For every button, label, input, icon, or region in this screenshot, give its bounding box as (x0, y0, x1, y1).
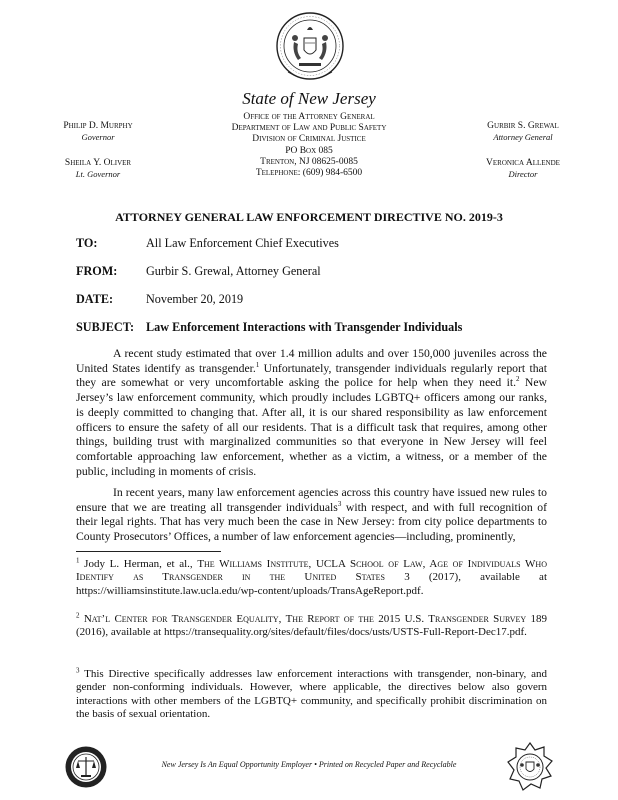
criminal-justice-badge-icon (507, 742, 553, 792)
subject-label: SUBJECT: (76, 320, 135, 334)
footnote-ref-2: 2 (516, 375, 520, 384)
lt-governor-role: Lt. Governor (75, 169, 121, 179)
attorney-general-seal-icon (64, 745, 108, 789)
footnote-3 (76, 668, 547, 722)
office-line: PO Box 085 (285, 145, 333, 156)
governor-block (38, 121, 158, 180)
office-line: Telephone: (609) 984-6500 (255, 168, 363, 179)
to-value: All Law Enforcement Chief Executives (146, 236, 339, 250)
lt-governor-name: Sheila Y. Oliver (64, 158, 132, 168)
director-name: Veronica Allende (486, 158, 560, 168)
footnote-source-title: Nat’l Center for Transgender Equality, The Report of the 2015 U.S. Transgender Survey (79, 613, 527, 625)
footnote-number: 1 (76, 556, 80, 565)
director-role: Director (508, 169, 538, 179)
body-text: with respect, and with full recognition of their legal rights. That has very much been the case in New Jersey: from city police departments to County Prosecutors’ Offices, a number of law enforcement agencies—including, prominently, (76, 500, 547, 544)
footnote-number: 3 (76, 666, 80, 675)
governor-role: Governor (81, 132, 115, 142)
nj-state-seal-icon (274, 8, 346, 90)
body-text: Unfortunately, transgender individuals regularly report that they are somewhat or very uncomfortable asking the police for help when they need it. (76, 361, 547, 390)
governor-name: Philip D. Murphy (63, 121, 133, 131)
attorney-general-name: Gurbir S. Grewal (487, 121, 559, 131)
footnote-ref-1: 1 (255, 360, 260, 369)
directive-title: ATTORNEY GENERAL LAW ENFORCEMENT DIRECTIVE NO. 2019-3 (115, 210, 503, 224)
footnote-2 (76, 613, 547, 640)
date-value: November 20, 2019 (146, 292, 244, 306)
footnote-text: Jody L. Herman, et al., (79, 558, 198, 570)
subject-value: Law Enforcement Interactions with Transgender Individuals (146, 320, 463, 334)
attorney-general-block (463, 121, 583, 180)
footer-notice: New Jersey Is An Equal Opportunity Employer • Printed on Recycled Paper and Recyclable (161, 760, 457, 769)
state-title: State of New Jersey (242, 89, 376, 108)
from-value: Gurbir S. Grewal, Attorney General (146, 264, 321, 278)
office-line: Office of the Attorney General (243, 112, 375, 122)
footnote-1 (76, 558, 547, 598)
to-label: TO: (76, 236, 98, 250)
office-line: Department of Law and Public Safety (231, 123, 387, 134)
attorney-general-role: Attorney General (493, 132, 553, 142)
body-paragraph-1 (76, 347, 547, 479)
office-line: Trenton, NJ 08625-0085 (260, 156, 358, 167)
office-line: Division of Criminal Justice (252, 134, 366, 145)
body-paragraph-2 (76, 486, 547, 545)
body-text: A recent study estimated that over 1.4 million adults and over 150,000 juveniles across the United States identify as transgender. (76, 347, 547, 375)
from-label: FROM: (76, 264, 118, 278)
footnote-divider (76, 551, 221, 552)
footnote-source-title: The Williams Institute, UCLA School of Law, Age of Individuals Who Identify as Transgender in the United States (76, 558, 547, 584)
footnote-ref-3: 3 (337, 499, 342, 508)
footnote-text: 189 (2016), available at https://transequality.org/sites/default/files/docs/usts/USTS-Full-Report-Dec17.pdf. (76, 613, 548, 639)
footnote-number: 2 (76, 611, 80, 620)
footnote-text: This Directive specifically addresses law enforcement interactions with transgender, non-binary, and gender non-conforming individuals. However, where applicable, the directives below also govern interactions with other members of the LGBTQ+ community, and specifically prohibit discrimination on the basis of sexual orientation. (76, 668, 547, 721)
footnote-text: 3 (2017), available at https://williamsinstitute.law.ucla.edu/wp-content/uploads/TransAgeReport.pdf. (76, 571, 547, 597)
body-text: New Jersey’s law enforcement community, which proudly includes LGBTQ+ officers among our ranks, is deeply committed to changing that. After all, it is our shared responsibility as law enforcement officers to ensure the safety of all our residents. That is a difficult task that requires, among other things, building trust with marginalized communities so that everyone in New Jersey will feel comfortable approaching law enforcement, whether as a victim, a witness, or a member of the public, including in moments of crisis. (76, 376, 547, 478)
body-text: In recent years, many law enforcement agencies across this country have issued new rules to ensure that we are treating all transgender individuals (76, 486, 547, 514)
date-label: DATE: (76, 292, 114, 306)
